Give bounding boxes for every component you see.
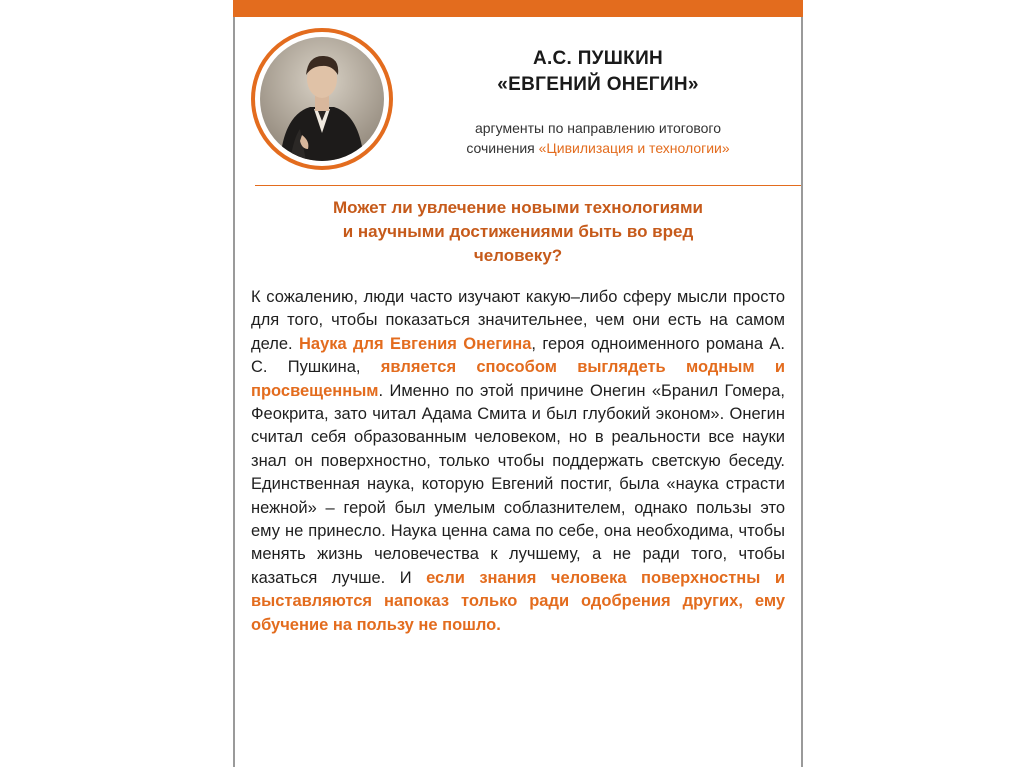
highlight-conclusion: если знания человека поверхностны и выставляются напоказ только ради одобрения других, ему обучение на пользу не пошло. — [251, 568, 785, 634]
top-accent-bar — [233, 0, 803, 17]
body-text-1: К сожалению, люди часто изучают какую–либо сферу мысли просто для того, чтобы показаться значительнее, чем они есть на самом деле. — [251, 288, 785, 353]
portrait-frame — [251, 28, 393, 170]
subtitle-lead: аргументы по направлению итогового — [474, 120, 722, 136]
highlight-science-for-onegin: Наука для Евгения Онегина — [299, 334, 532, 353]
work-title: «ЕВГЕНИЙ ОНЕГИН» — [497, 74, 699, 95]
header-title — [433, 46, 763, 98]
question-line-3: человеку? — [473, 246, 563, 265]
page-edge-left — [233, 17, 235, 767]
page-edge-right — [801, 17, 803, 767]
question-heading — [263, 196, 773, 268]
document-page — [233, 0, 803, 767]
subtitle — [413, 118, 783, 158]
argument-paragraph — [251, 286, 785, 637]
question-line-2: и научными достижениями быть во вред — [342, 222, 694, 241]
highlight-fashion-way: является способом выглядеть модным и просвещенным — [251, 358, 786, 400]
body-text-3: . Именно по этой причине Онегин «Бранил Гомера, Феокрита, зато читал Адама Смита и был глубокий эконом». Онегин считал себя образованным человеком, но в реальности все науки знал он поверхностно, только чтобы поддержать светскую беседу. Единственная наука, которую Евгений постиг, была «наука страсти нежной» – герой был умелым соблазнителем, однако пользы это ему не принесло. Наука ценна сама по себе, она необходима, чтобы менять жизнь человечества к лучшему, а не ради того, чтобы казаться лучше. И — [251, 381, 785, 587]
subtitle-accent: «Цивилизация и технологии» — [538, 140, 730, 156]
author-name: А.С. ПУШКИН — [532, 48, 664, 69]
question-line-1: Может ли увлечение новыми технологиями — [333, 198, 703, 217]
body-text-2: , героя одноименного романа А. С. Пушкина, — [251, 334, 785, 377]
header-divider — [255, 185, 801, 186]
onegin-portrait — [260, 37, 384, 161]
subtitle-prefix: сочинения — [466, 140, 539, 156]
